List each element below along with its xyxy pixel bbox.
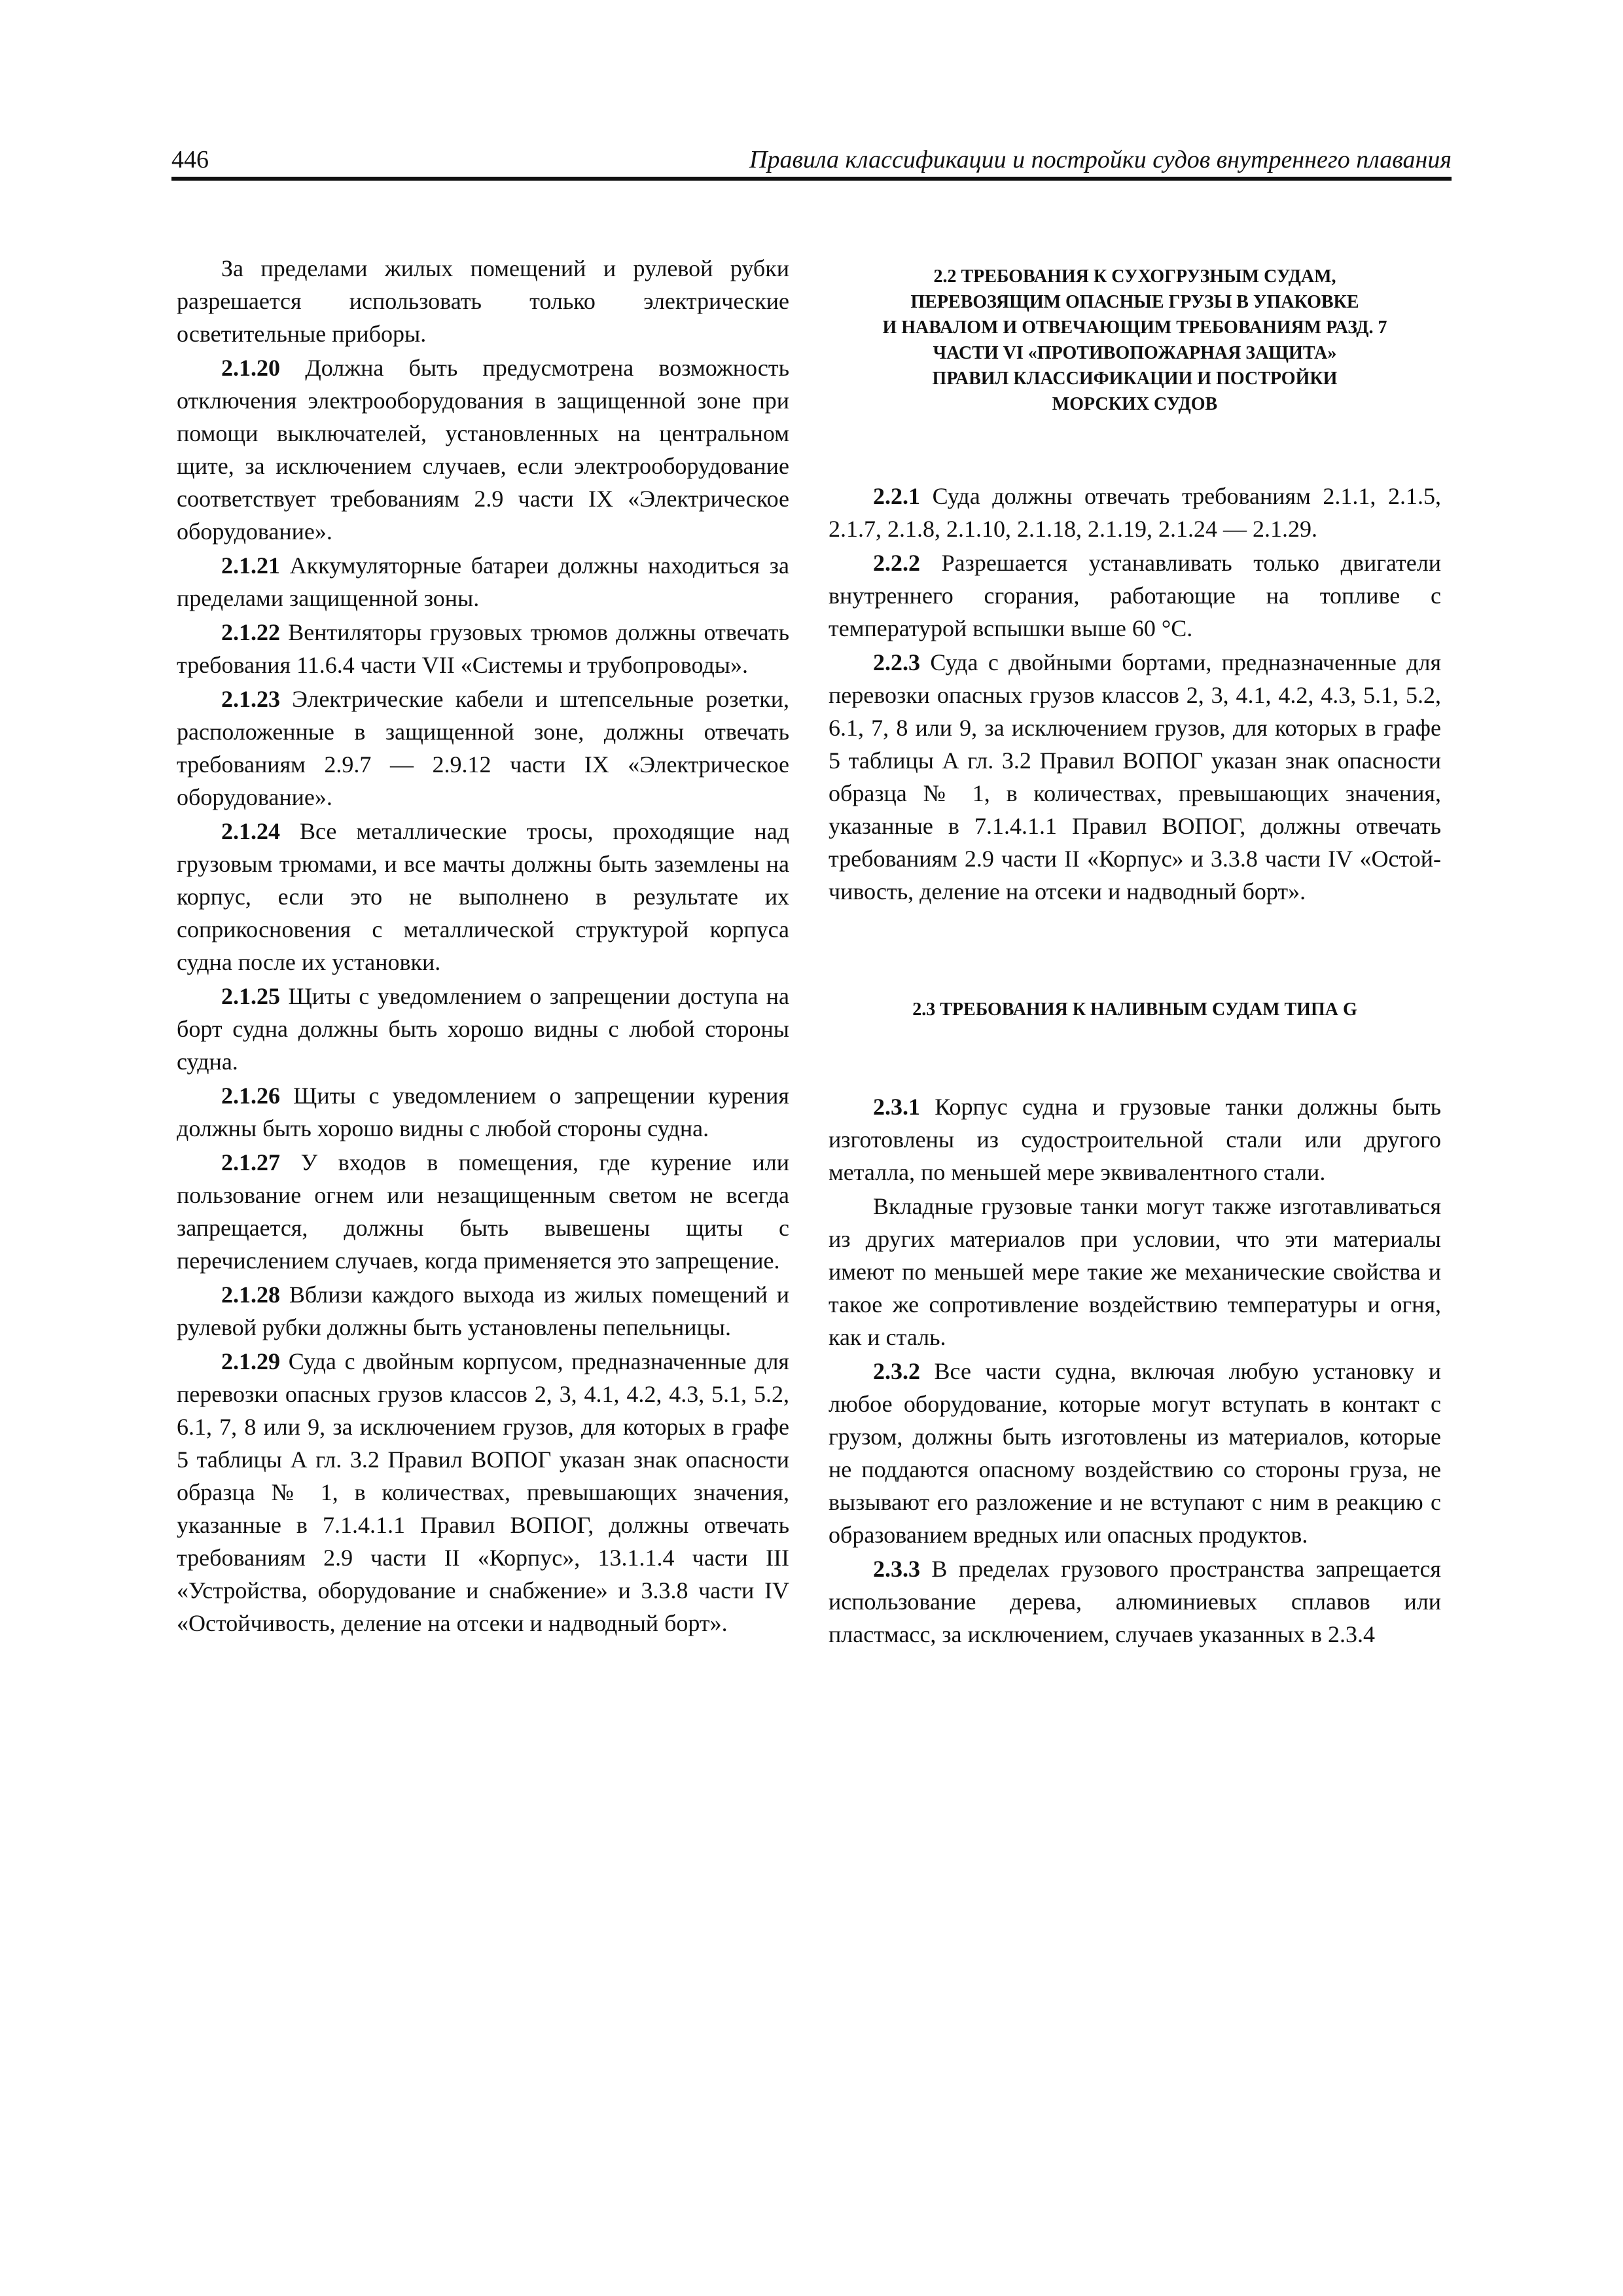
clause-number: 2.1.27: [221, 1149, 280, 1175]
clause-number: 2.1.29: [221, 1348, 280, 1374]
clause-number: 2.2.3: [873, 649, 920, 675]
paragraph-text: За пределами жилых помещений и рулевой рубки разрешается использовать только электрические осветительные приборы.: [177, 255, 789, 347]
paragraph-2-1-28: [177, 1278, 789, 1344]
paragraph-text: Должна быть предусмотрена возможность отключения электрооборудования в защищенной зоне при помощи выключателей, установленных на центральном щите, за исключением случаев, если электрооборудование соответствует требованиям 2.9 части IX «Электрическое оборудование».: [177, 355, 789, 545]
clause-number: 2.2.1: [873, 483, 920, 509]
paragraph-2-1-20: [177, 351, 789, 548]
paragraph-text: Суда с двойными бортами, предназначенные для перевозки опасных грузов классов 2, 3, 4.1, 4.2, 4.3, 5.1, 5.2, 6.1, 7, 8 или 9, за исключением грузов, для которых в графе 5 таблицы А гл. 3.2 Правил ВОПОГ указан знак опасности образца № 1, в количествах, превышающих значения, указанные в 7.1.4.1.1 Правил ВОПОГ, должны отвечать требованиям 2.9 части II «Корпус» и 3.3.8 части IV «Остойчивость, деление на отсеки и надводный борт».: [829, 649, 1441, 905]
clause-number: 2.1.28: [221, 1282, 280, 1308]
section-heading-2-2: 2.2 ТРЕБОВАНИЯ К СУХОГРУЗНЫМ СУДАМ, ПЕРЕВОЗЯЩИМ ОПАСНЫЕ ГРУЗЫ В УПАКОВКЕ И НАВАЛОМ И ОТВЕЧАЮЩИМ ТРЕБОВАНИЯМ РАЗД. 7 ЧАСТИ VI «ПРОТИВОПОЖАРНАЯ ЗАЩИТА» ПРАВИЛ КЛАССИФИКАЦИИ И ПОСТРОЙКИ МОРСКИХ СУДОВ: [882, 266, 1387, 414]
section-heading-2-3: 2.3 ТРЕБОВАНИЯ К НАЛИВНЫМ СУДАМ ТИПА G: [912, 999, 1357, 1020]
paragraph-text: Все металлические тросы, проходящие над грузовым трюмами, и все мачты должны быть заземлены на корпус, если это не выполнено в результате их соприкосновения с металлической структурой корпуса судна после их установки.: [177, 818, 789, 975]
paragraph-2-1-29: [177, 1345, 789, 1640]
header-rule: [171, 177, 1452, 181]
clause-number: 2.1.22: [221, 619, 280, 645]
paragraph-text: Электрические кабели и штепсельные розетки, расположенные в защищенной зоне, должны отвечать требованиям 2.9.7 — 2.9.12 части IX «Электрическое оборудование».: [177, 686, 789, 810]
left-column: [177, 252, 789, 1640]
clause-number: 2.1.20: [221, 355, 280, 381]
paragraph-text: Все части судна, включая любую установку и любое оборудование, которые могут вступать в контакт с грузом, должны быть изготовлены из материалов, которые не поддаются опасному воздействию со стороны груза, не вызывают его разложение и не вступают с ним в реакцию с образованием вредных или опасных продуктов.: [829, 1358, 1441, 1548]
paragraph: [829, 1190, 1441, 1354]
paragraph-text: Вентиляторы грузовых трюмов должны отвечать требования 11.6.4 части VII «Системы и трубопроводы».: [177, 619, 789, 678]
spacer: [829, 417, 1441, 480]
paragraph-2-1-22: [177, 616, 789, 681]
clause-number: 2.1.25: [221, 983, 280, 1009]
paragraph-text: Корпус судна и грузовые танки должны быть изготовлены из судостроительной стали или другого металла, по меньшей мере эквивалентного стали.: [829, 1094, 1441, 1185]
clause-number: 2.3.1: [873, 1094, 920, 1120]
paragraph-text: Разрешается устанавливать только двигатели внутреннего сгорания, работающие на топливе с температурой вспышки выше 60 °С.: [829, 550, 1441, 641]
paragraph-2-2-2: [829, 547, 1441, 645]
paragraph-2-3-1: [829, 1090, 1441, 1189]
paragraph-2-2-1: [829, 480, 1441, 545]
paragraph-text: Вблизи каждого выхода из жилых помещений и рулевой рубки должны быть установлены пепельницы.: [177, 1282, 789, 1340]
clause-number: 2.1.26: [221, 1083, 280, 1109]
paragraph-text: Суда с двойным корпусом, предназначенные для перевозки опасных грузов классов 2, 3, 4.1, 4.2, 4.3, 5.1, 5.2, 6.1, 7, 8 или 9, за исключением грузов, для которых в графе 5 таблицы А гл. 3.2 Правил ВОПОГ указан знак опасности образца № 1, в количествах, превышающих значения, указанные в 7.1.4.1.1 Правил ВОПОГ, должны отвечать требованиям 2.9 части II «Корпус», 13.1.1.4 части III «Устройства, оборудование и снабжение» и 3.3.8 части IV «Остойчивость, деление на отсеки и надводный борт».: [177, 1348, 789, 1636]
paragraph-text: Вкладные грузовые танки могут также изготавливаться из других материалов при условии, что эти материалы имеют по меньшей мере такие же механические свойства и такое же сопротивление воздействию температуры и огня, как и сталь.: [829, 1193, 1441, 1350]
right-column: [829, 252, 1441, 1651]
clause-number: 2.3.2: [873, 1358, 920, 1384]
paragraph-text: Суда должны отвечать требованиям 2.1.1, 2.1.5, 2.1.7, 2.1.8, 2.1.10, 2.1.18, 2.1.19, 2.1.24 — 2.1.29.: [829, 483, 1441, 542]
clause-number: 2.1.23: [221, 686, 280, 712]
page-number: 446: [171, 146, 209, 173]
paragraph-2-3-2: [829, 1355, 1441, 1551]
paragraph-text: У входов в помещения, где курение или пользование огнем или незащищенным светом не всегда запрещается, должны быть вывешены щиты с перечислением случаев, когда применяется это запрещение.: [177, 1149, 789, 1274]
paragraph-text: В пределах грузового пространства запрещается использование дерева, алюминиевых сплавов или пластмасс, за исключением, случаев указанных в 2.3.4: [829, 1556, 1441, 1647]
clause-number: 2.2.2: [873, 550, 920, 576]
clause-number: 2.1.24: [221, 818, 280, 844]
paragraph-text: Щиты с уведомлением о запрещении доступа на борт судна должны быть хорошо видны с любой стороны судна.: [177, 983, 789, 1075]
paragraph: [177, 252, 789, 350]
clause-number: 2.1.21: [221, 552, 280, 579]
paragraph-2-1-23: [177, 683, 789, 814]
paragraph-2-1-21: [177, 549, 789, 615]
spacer: [829, 908, 1441, 985]
paragraph-2-1-24: [177, 815, 789, 978]
paragraph-2-3-3: [829, 1552, 1441, 1651]
paragraph-2-2-3: [829, 646, 1441, 908]
running-title: Правила классификации и постройки судов внутреннего плавания: [749, 146, 1452, 173]
spacer: [829, 1022, 1441, 1090]
clause-number: 2.3.3: [873, 1556, 920, 1582]
paragraph-2-1-27: [177, 1146, 789, 1277]
paragraph-2-1-25: [177, 980, 789, 1078]
paragraph-text: Аккумуляторные батареи должны находиться за пределами защищенной зоны.: [177, 552, 789, 611]
paragraph-text: Щиты с уведомлением о запрещении курения должны быть хорошо видны с любой стороны судна.: [177, 1083, 789, 1141]
paragraph-2-1-26: [177, 1079, 789, 1145]
